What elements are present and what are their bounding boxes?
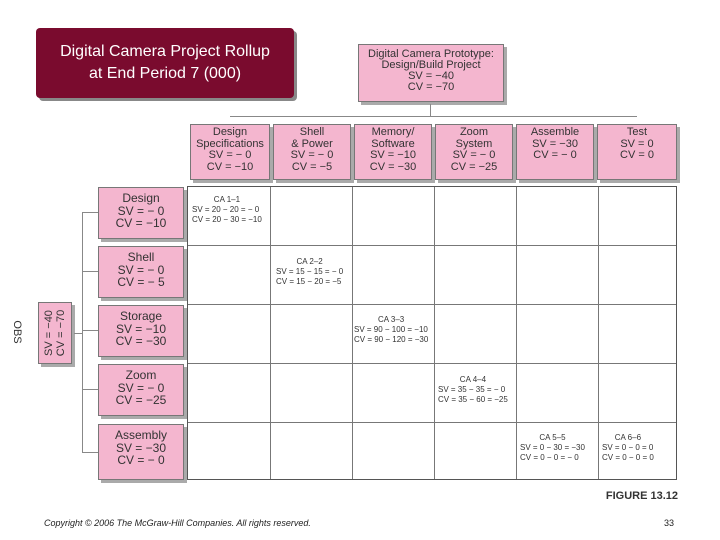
obs-label-text: OBS (11, 320, 23, 344)
cost-account-sv: SV = 90 − 100 = −10 (354, 325, 428, 334)
row-bus-connector (82, 212, 83, 452)
obs-total-box (38, 302, 72, 364)
cost-account-2-2 (276, 257, 343, 287)
total-connector (74, 333, 82, 334)
row-header-design (98, 187, 184, 239)
row-connector (82, 330, 98, 331)
cost-account-cv: CV = 0 − 0 = 0 (602, 453, 654, 462)
column-header-zoom-system (435, 124, 513, 180)
column-header-shell-power (273, 124, 351, 180)
grid-line (352, 187, 353, 479)
cost-account-3-3 (354, 315, 428, 345)
row-header-title: Zoom (125, 368, 157, 382)
column-header-sv: SV = − 0 (290, 149, 334, 161)
row-connector (82, 271, 98, 272)
column-header-cv: CV = −25 (450, 160, 498, 173)
obs-label (2, 312, 32, 352)
column-header-assemble (516, 124, 594, 180)
column-header-title: Test (626, 126, 648, 138)
slide-title-line-1: Digital Camera Project Rollup (60, 43, 270, 60)
column-header-title: Design (212, 126, 248, 138)
cost-account-cv: CV = 35 − 60 = −25 (438, 395, 508, 404)
grid-line (516, 187, 517, 479)
cost-account-cv: CV = 20 − 30 = −10 (192, 215, 262, 224)
grid-line (188, 245, 676, 246)
obs-total-sv: SV = −40 (43, 310, 55, 356)
project-root-sv: SV = −40 (408, 70, 454, 82)
cost-account-matrix (187, 186, 677, 480)
row-connector (82, 452, 98, 453)
grid-line (270, 187, 271, 479)
column-header-sv: SV = − 0 (452, 149, 496, 161)
row-header-cv: CV = − 0 (117, 453, 165, 467)
row-header-sv: SV = −30 (115, 440, 167, 455)
cost-account-id: CA 5–5 (539, 433, 566, 442)
project-root-line-1: Digital Camera Prototype: (368, 48, 494, 60)
column-header-subtitle: Software (371, 137, 415, 150)
column-header-sv: SV = − 0 (208, 149, 252, 161)
cost-account-id: CA 2–2 (296, 257, 323, 266)
cost-account-1-1 (192, 195, 262, 225)
row-header-zoom (98, 364, 184, 416)
project-root-box (358, 44, 504, 102)
row-header-sv: SV = − 0 (117, 203, 165, 218)
slide-title-line-2: at End Period 7 (000) (88, 65, 242, 82)
column-header-cv: CV = − 0 (533, 149, 577, 161)
row-header-title: Assembly (114, 428, 167, 442)
cost-account-sv: SV = 0 − 30 = −30 (520, 443, 585, 452)
row-header-sv: SV = − 0 (117, 380, 165, 395)
row-header-sv: SV = − 0 (117, 262, 165, 277)
obs-total-cv: CV = −70 (55, 309, 67, 357)
column-header-memory-software (354, 124, 432, 180)
cost-account-6-6 (602, 433, 654, 463)
row-header-assembly (98, 424, 184, 480)
column-header-cv: CV = 0 (620, 149, 654, 161)
slide-title (36, 28, 294, 98)
column-bus-connector (230, 116, 637, 117)
cost-account-4-4 (438, 375, 508, 405)
column-header-title: Memory/ (371, 126, 415, 138)
root-connector (430, 104, 431, 116)
cost-account-sv: SV = 35 − 35 = − 0 (438, 385, 506, 394)
row-header-shell (98, 246, 184, 298)
column-header-cv: CV = −10 (206, 160, 254, 173)
obs-total-text (43, 310, 67, 356)
grid-line (188, 422, 676, 423)
cost-account-sv: SV = 15 − 15 = − 0 (276, 267, 344, 276)
copyright-notice: Copyright © 2006 The McGraw-Hill Companies. All rights reserved. (44, 518, 311, 528)
column-header-title: Shell (299, 126, 325, 138)
grid-line (434, 187, 435, 479)
column-header-subtitle: Specifications (196, 137, 264, 150)
row-connector (82, 212, 98, 213)
row-header-cv: CV = −25 (115, 393, 167, 407)
cost-account-id: CA 4–4 (459, 375, 487, 384)
cost-account-cv: CV = 0 − 0 = − 0 (520, 453, 579, 462)
row-header-cv: CV = −10 (115, 216, 167, 230)
row-connector (82, 389, 98, 390)
grid-line (188, 304, 676, 305)
row-header-cv: CV = − 5 (117, 275, 165, 289)
column-header-design-specifications (190, 124, 270, 180)
column-header-test (597, 124, 677, 180)
cost-account-cv: CV = 90 − 120 = −30 (354, 335, 429, 344)
cost-account-id: CA 3–3 (378, 315, 405, 324)
row-header-title: Storage (119, 309, 163, 323)
project-root-cv: CV = −70 (407, 81, 455, 93)
column-header-sv: SV = −10 (370, 149, 416, 161)
column-header-title: Zoom (459, 126, 489, 138)
page-number: 33 (664, 518, 675, 528)
cost-account-id: CA 1–1 (213, 195, 241, 204)
row-header-cv: CV = −30 (115, 334, 167, 348)
grid-line (188, 363, 676, 364)
cost-account-cv: CV = 15 − 20 = −5 (276, 277, 342, 286)
column-header-sv: SV = −30 (532, 137, 578, 150)
column-header-subtitle: & Power (291, 137, 333, 150)
column-header-sv: SV = 0 (620, 137, 654, 150)
grid-line (598, 187, 599, 479)
cost-account-id: CA 6–6 (614, 433, 642, 442)
cost-account-sv: SV = 0 − 0 = 0 (602, 443, 654, 452)
row-header-storage (98, 305, 184, 357)
column-header-title: Assemble (530, 126, 580, 138)
row-header-sv: SV = −10 (115, 321, 167, 336)
column-header-cv: CV = −5 (291, 160, 333, 173)
row-header-title: Design (122, 191, 160, 205)
cost-account-sv: SV = 20 − 20 = − 0 (192, 205, 260, 214)
project-root-line-2: Design/Build Project (381, 59, 481, 71)
row-header-title: Shell (127, 250, 155, 264)
figure-label: FIGURE 13.12 (605, 490, 678, 502)
column-header-subtitle: System (455, 137, 493, 150)
column-header-cv: CV = −30 (369, 160, 417, 173)
cost-account-5-5 (520, 433, 585, 463)
